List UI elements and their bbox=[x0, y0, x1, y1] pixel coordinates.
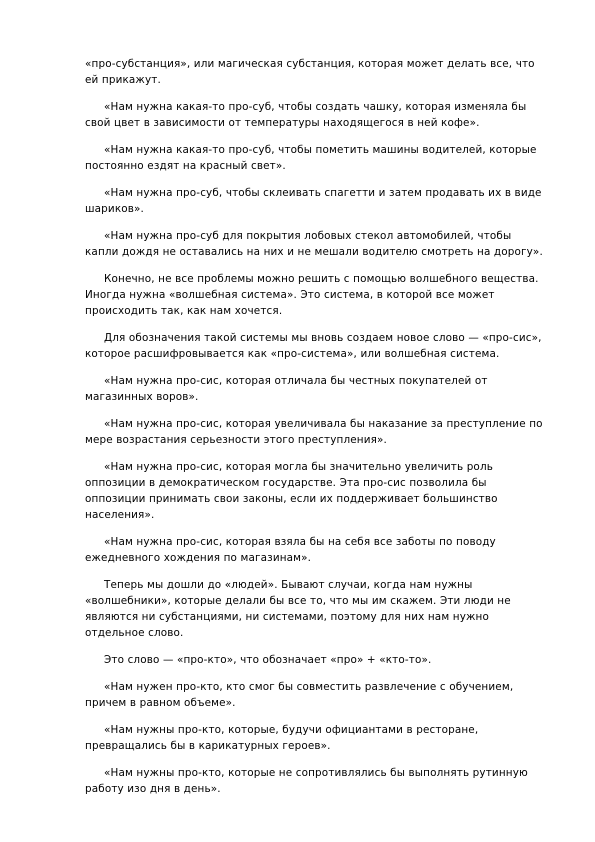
paragraph-quote-entertainment: «Нам нужен про-кто, кто смог бы совместить развлечение с обучением, причем в равном объеме». bbox=[85, 681, 514, 709]
document-body bbox=[85, 56, 547, 808]
paragraph-quote-windshield: «Нам нужна про-суб для покрытия лобовых стекол автомобилей, чтобы капли дождя не оставались на них и не мешали водителю смотреть на дорогу». bbox=[85, 230, 543, 258]
paragraph-quote-shopping: «Нам нужна про-сис, которая взяла бы на себя все заботы по поводу ежедневного хождения по магазинам». bbox=[85, 536, 496, 564]
paragraph-people-intro: Теперь мы дошли до «людей». Бывают случаи, когда нам нужны «волшебники», которые делали бы все то, что мы им скажем. Эти люди не являются ни субстанциями, ни системами, поэтому для них нам нужно отдельное слово. bbox=[85, 579, 511, 639]
paragraph-quote-punishment: «Нам нужна про-сис, которая увеличивала бы наказание за преступление по мере возрастания серьезности этого преступления». bbox=[85, 418, 543, 446]
paragraph-quote-waiters: «Нам нужны про-кто, которые, будучи официантами в ресторане, превращались бы в карикатурных героев». bbox=[85, 724, 479, 752]
paragraph-quote-red-light: «Нам нужна какая-то про-суб, чтобы пометить машины водителей, которые постоянно ездят на красный свет». bbox=[85, 144, 537, 172]
paragraph-quote-cup: «Нам нужна какая-то про-суб, чтобы создать чашку, которая изменяла бы свой цвет в зависимости от температуры находящегося в ней кофе». bbox=[85, 101, 527, 129]
paragraph-pro-kto-definition: Это слово — «про-кто», что обозначает «про» + «кто-то». bbox=[104, 654, 432, 666]
paragraph-continuation: «про-субстанция», или магическая субстанция, которая может делать все, что ей прикажут. bbox=[85, 58, 535, 86]
paragraph-quote-routine-work: «Нам нужны про-кто, которые не сопротивлялись бы выполнять рутинную работу изо дня в день». bbox=[85, 767, 528, 795]
paragraph-quote-spaghetti: «Нам нужна про-суб, чтобы склеивать спагетти и затем продавать их в виде шариков». bbox=[85, 187, 542, 215]
paragraph-quote-shoplifters: «Нам нужна про-сис, которая отличала бы честных покупателей от магазинных воров». bbox=[85, 375, 488, 403]
paragraph-pro-sis-definition: Для обозначения такой системы мы вновь создаем новое слово — «про-сис», которое расшифровывается как «про-система», или волшебная система. bbox=[85, 332, 542, 360]
paragraph-quote-opposition: «Нам нужна про-сис, которая могла бы значительно увеличить роль оппозиции в демократическом государстве. Эта про-сис позволила бы оппозиции принимать свои законы, если их поддерживает большинство населения». bbox=[85, 461, 498, 521]
paragraph-magic-system-intro: Конечно, не все проблемы можно решить с помощью волшебного вещества. Иногда нужна «волшебная система». Это система, в которой все может происходить так, как нам хочется. bbox=[85, 273, 539, 317]
